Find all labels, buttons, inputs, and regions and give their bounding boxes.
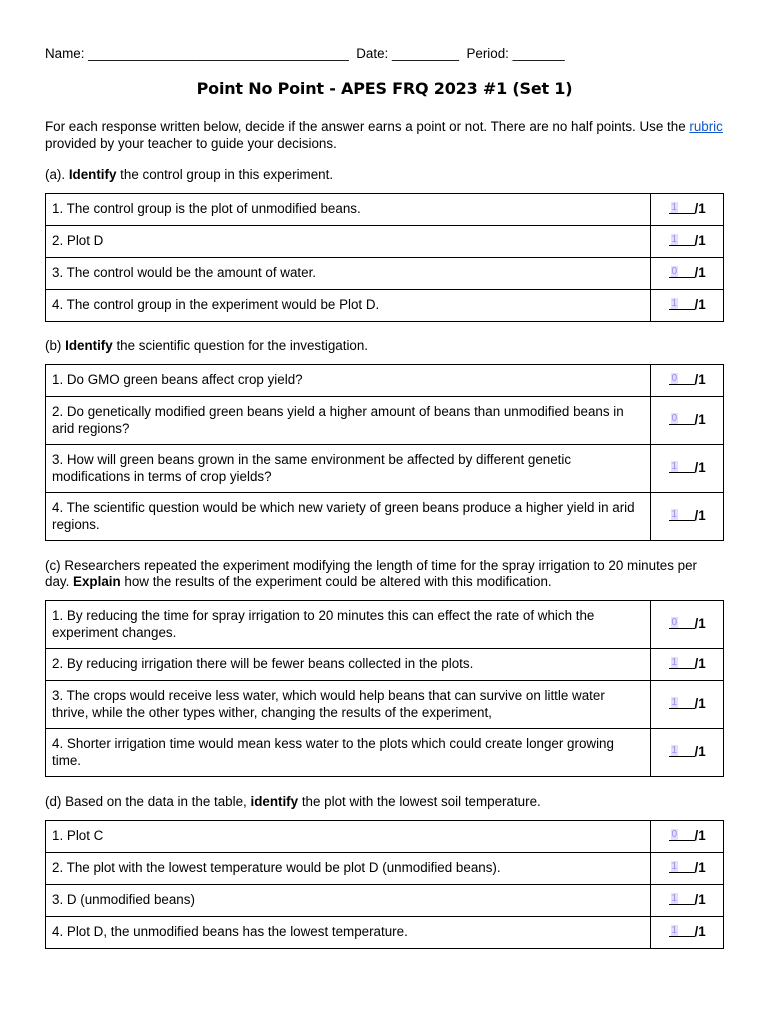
score-cell[interactable]: [651, 445, 724, 493]
response-text: 3. The crops would receive less water, which would help beans that can survive on little water thrive, while the other types wither, changing the results of the experiment,: [46, 681, 651, 729]
table-row: [46, 821, 724, 853]
score-cell[interactable]: [651, 681, 724, 729]
score-mark: 0: [671, 373, 678, 385]
score-mark: 0: [671, 617, 678, 629]
score-out-of: /1: [694, 412, 706, 428]
table-row: [46, 917, 724, 949]
question-d-text: the plot with the lowest soil temperature.: [298, 794, 541, 809]
question-b-text: the scientific question for the investigation.: [112, 338, 369, 353]
score-mark: 1: [671, 925, 678, 937]
responses-table-c: [45, 600, 724, 777]
question-b-task-verb: Identify: [65, 338, 113, 353]
response-text: 2. Plot D: [46, 226, 651, 258]
score-cell[interactable]: [651, 226, 724, 258]
score-mark: 1: [671, 202, 678, 214]
table-row: [46, 601, 724, 649]
table-row: [46, 290, 724, 322]
page-title: Point No Point - APES FRQ 2023 #1 (Set 1): [196, 79, 573, 98]
score-mark: 1: [671, 461, 678, 473]
score-cell[interactable]: [651, 258, 724, 290]
question-c: [45, 558, 724, 590]
score-out-of: /1: [694, 656, 706, 672]
question-c-task-verb: Explain: [73, 574, 121, 589]
score-mark: 1: [671, 509, 678, 521]
question-b: [45, 338, 724, 354]
score-out-of: /1: [694, 828, 706, 844]
score-mark: 1: [671, 697, 678, 709]
score-out-of: /1: [694, 892, 706, 908]
score-cell[interactable]: [651, 397, 724, 445]
score-cell[interactable]: [651, 601, 724, 649]
score-mark: 1: [671, 234, 678, 246]
responses-table-d: [45, 820, 724, 949]
question-a-task-verb: Identify: [68, 167, 117, 182]
response-text: 3. The control would be the amount of water.: [46, 258, 651, 290]
table-row: [46, 649, 724, 681]
score-cell[interactable]: [651, 194, 724, 226]
instructions-text-end: provided by your teacher to guide your decisions.: [45, 136, 337, 151]
question-a-prefix: (a).: [45, 167, 69, 182]
score-cell[interactable]: [651, 853, 724, 885]
score-mark: 1: [671, 657, 678, 669]
response-text: 1. Plot C: [46, 821, 651, 853]
response-text: 2. By reducing irrigation there will be fewer beans collected in the plots.: [46, 649, 651, 681]
score-out-of: /1: [694, 924, 706, 940]
response-text: 4. The control group in the experiment would be Plot D.: [46, 290, 651, 322]
question-d: [45, 794, 724, 810]
instructions-text-start: For each response written below, decide if the answer earns a point or not. There are no half points. Use the: [45, 119, 690, 134]
question-c-prefix: (c) Researchers repeated the experiment modifying the length of time for the spray irrigation to 20 minutes per day.: [45, 558, 698, 589]
response-text: 1. Do GMO green beans affect crop yield?: [46, 365, 651, 397]
question-c-text: how the results of the experiment could be altered with this modification.: [120, 574, 552, 589]
table-row: [46, 729, 724, 777]
score-cell[interactable]: [651, 885, 724, 917]
responses-table-b: [45, 364, 724, 541]
response-text: 4. Plot D, the unmodified beans has the lowest temperature.: [46, 917, 651, 949]
response-text: 2. Do genetically modified green beans yield a higher amount of beans than unmodified beans in arid regions?: [46, 397, 651, 445]
score-cell[interactable]: [651, 917, 724, 949]
score-out-of: /1: [694, 265, 706, 281]
response-text: 1. By reducing the time for spray irrigation to 20 minutes this can effect the rate of which the experiment changes.: [46, 601, 651, 649]
score-out-of: /1: [694, 744, 706, 760]
table-row: [46, 681, 724, 729]
table-row: [46, 226, 724, 258]
score-out-of: /1: [694, 372, 706, 388]
response-text: 2. The plot with the lowest temperature would be plot D (unmodified beans).: [46, 853, 651, 885]
score-cell[interactable]: [651, 649, 724, 681]
table-row: [46, 397, 724, 445]
table-row: [46, 493, 724, 541]
score-mark: 1: [671, 745, 678, 757]
score-cell[interactable]: [651, 290, 724, 322]
instructions: [45, 118, 724, 152]
score-mark: 0: [671, 829, 678, 841]
table-row: [46, 194, 724, 226]
score-cell[interactable]: [651, 729, 724, 777]
score-cell[interactable]: [651, 493, 724, 541]
table-row: [46, 365, 724, 397]
score-out-of: /1: [694, 860, 706, 876]
question-a: [45, 167, 724, 183]
question-b-prefix: (b): [45, 338, 66, 353]
score-out-of: /1: [694, 201, 706, 217]
response-text: 3. How will green beans grown in the same environment be affected by different genetic modifications in terms of crop yields?: [46, 445, 651, 493]
table-row: [46, 885, 724, 917]
score-mark: 1: [671, 893, 678, 905]
responses-table-a: [45, 193, 724, 322]
response-text: 4. The scientific question would be which new variety of green beans produce a higher yield in arid regions.: [46, 493, 651, 541]
score-mark: 1: [671, 861, 678, 873]
table-row: [46, 258, 724, 290]
rubric-link[interactable]: rubric: [689, 119, 723, 134]
score-out-of: /1: [694, 460, 706, 476]
table-row: [46, 445, 724, 493]
response-text: 1. The control group is the plot of unmodified beans.: [46, 194, 651, 226]
name-date-period-line: Name: ___________________________________ Date: _________ Period: _______: [45, 46, 565, 61]
score-cell[interactable]: [651, 365, 724, 397]
response-text: 3. D (unmodified beans): [46, 885, 651, 917]
score-out-of: /1: [694, 233, 706, 249]
score-out-of: /1: [694, 508, 706, 524]
table-row: [46, 853, 724, 885]
score-out-of: /1: [694, 696, 706, 712]
score-mark: 0: [671, 413, 678, 425]
question-a-text: the control group in this experiment.: [116, 167, 334, 182]
score-mark: 1: [671, 298, 678, 310]
score-out-of: /1: [694, 616, 706, 632]
score-cell[interactable]: [651, 821, 724, 853]
score-mark: 0: [671, 266, 678, 278]
question-d-prefix: (d) Based on the data in the table,: [45, 794, 251, 809]
score-out-of: /1: [694, 297, 706, 313]
question-d-task-verb: identify: [250, 794, 299, 809]
response-text: 4. Shorter irrigation time would mean kess water to the plots which could create longer growing time.: [46, 729, 651, 777]
